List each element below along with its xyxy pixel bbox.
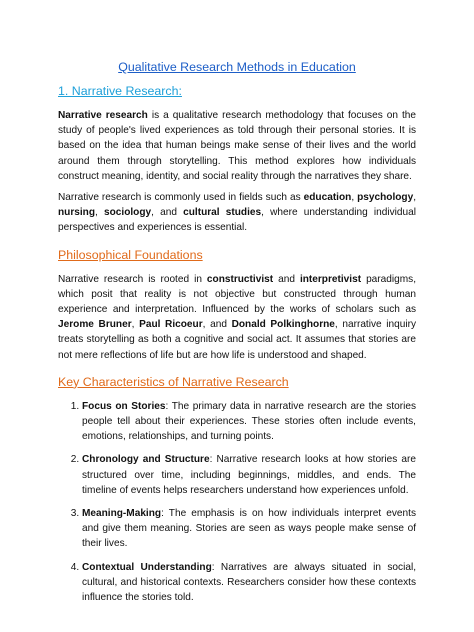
paragraph-text: , (131, 319, 140, 331)
paragraph-text: , where understanding individual perspectives and experiences is essential. (58, 207, 416, 234)
paragraph-text: , and (202, 319, 232, 331)
paragraph-text: Narrative research is rooted in (58, 273, 207, 285)
list-item-text: : Narratives are always situated in social, cultural, and historical contexts. Researchers consider how these contexts influence the stories told. (82, 561, 416, 604)
paragraph-text: and (273, 273, 300, 285)
list-item-text: : Narrative research looks at how stories are structured over time, including beginnings, middles, and ends. The timeline of events helps researchers understand how experiences unfold. (82, 454, 416, 496)
section-heading-key-characteristics: Key Characteristics of Narrative Research (58, 374, 289, 389)
paragraph-text: , and (151, 207, 184, 219)
bold-term: psychology (357, 192, 414, 204)
list-item (82, 399, 416, 445)
paragraph-philosophical (58, 272, 416, 363)
bold-term: education (303, 192, 352, 204)
list-item-term: Focus on Stories (82, 400, 166, 412)
list-item-text: : The primary data in narrative research are the stories people tell about their experiences. These stories often include events, emotions, relationships, and turning points. (82, 400, 417, 443)
bold-term: cultural studies (183, 207, 262, 219)
list-item-term: Contextual Understanding (82, 561, 212, 573)
paragraph-text: , narrative inquiry treats storytelling as both a cognitive and social act. It assumes that stories are not mere reflections of life but are how life is understood and shaped. (58, 319, 417, 361)
paragraph-text: paradigms, which posit that reality is not objective but constructed through human experience and interpretation. Influenced by the works of scholars such as (58, 273, 416, 316)
list-item-term: Meaning-Making (82, 508, 162, 520)
section-heading-philosophical-foundations: Philosophical Foundations (58, 247, 203, 262)
document-title: Qualitative Research Methods in Education (118, 60, 356, 74)
characteristics-list (58, 399, 416, 605)
paragraph-text: is a qualitative research methodology that focuses on the study of people's lived experiences as told through their personal stories. It is based on the idea that human beings make sense of their lives and the world around them through storytelling. This method explores how individuals construct meaning, identity, and social reality through the narratives they share. (58, 110, 416, 182)
paragraph-text: , (351, 192, 358, 204)
list-item (82, 560, 416, 606)
paragraph-text: , (413, 192, 417, 204)
bold-term: constructivist (206, 273, 274, 285)
bold-term: interpretivist (299, 273, 362, 285)
bold-term: Narrative research (58, 110, 148, 121)
bold-term: sociology (104, 207, 152, 219)
bold-term: nursing (58, 207, 96, 219)
list-item-term: Chronology and Structure (82, 454, 210, 466)
list-item (82, 452, 416, 498)
bold-term: Paul Ricoeur (139, 319, 203, 331)
list-item (82, 506, 416, 552)
paragraph-text: , (95, 207, 104, 219)
bold-term: Donald Polkinghorne (231, 319, 335, 331)
section-heading-narrative-research: 1. Narrative Research: (58, 84, 182, 98)
list-item-text: : The emphasis is on how individuals interpret events and give them meaning. Stories are seen as ways people make sense of their lives. (82, 508, 416, 550)
paragraph-narrative-definition (58, 108, 416, 184)
bold-term: Jerome Bruner (58, 319, 132, 331)
paragraph-fields (58, 190, 416, 236)
paragraph-text: Narrative research is commonly used in fields such as (58, 192, 304, 204)
